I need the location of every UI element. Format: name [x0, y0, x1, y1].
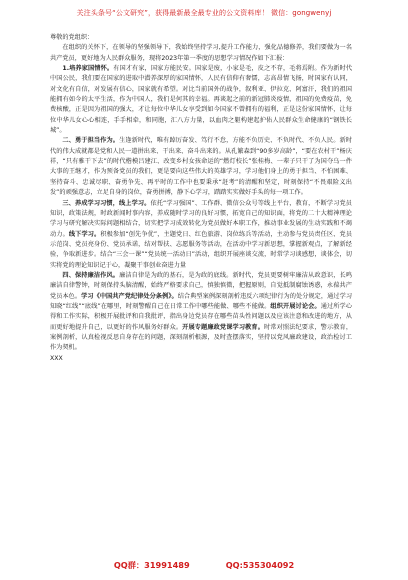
paragraph-section-4 — [50, 271, 352, 354]
paragraph-section-1 — [50, 64, 352, 136]
section-subheading: 学习《中国共产党纪律处分条例》。 — [81, 292, 178, 300]
header-notice-bar — [0, 0, 408, 26]
paragraph-section-2 — [50, 136, 352, 198]
paragraph-text: 在组织的关怀下，在领导的坚强领导下，我始终坚持学习,提升工作能力，强化品德修养，我们要做为一名共产党员，更好地为人民群众服务，现将2023年第一季度的思想学习情况作如下汇报： — [50, 44, 352, 62]
section-subheading: 线下学习。 — [68, 230, 101, 238]
paragraph-text: 时常对照法纪要求，警示教育，案例剖析，认真检视反思自身存在的问题，深刻剖析根源，及时查摆落实，坚持以党风廉政建设，政治检讨工作为契机。 — [50, 323, 352, 352]
paragraph-text: 结合典型案例深刻剖析违反六项纪律行为的处分规定，通过学习知晓“红线”“底线”在哪里，时刻警醒自己在日常工作中哪些能做、哪些不能做。 — [50, 292, 352, 310]
paragraph-text: 廉洁自律是为政的基石，是为政的底线。新时代，党员更要树牢廉洁从政意识，长鸣廉洁自律警钟，时刻保持头脑清醒，始终严格要求自己，慎独慎微，把握原则，自觉抵制腐蚀诱惑，永葆共产党员本色。 — [50, 271, 352, 300]
footer-qq-group: QQ群：31991489 — [113, 559, 190, 570]
header-notice: 关注头条号“公文研究”，获得最新最全最专业的公文资料库！ 微信：gongwenyj — [76, 9, 332, 17]
salutation: 尊敬的党组织： — [50, 34, 94, 41]
section-subheading: 开展专题廉政党课学习教育。 — [182, 323, 264, 331]
paragraph-text: 通过所学心得和工作实际，积极开展批评和自我批评，指出身边党员存在哪些苗头性问题以及应该注意和改进的地方，从而更好地提升自己，以更好的作风服务好群众。 — [50, 302, 352, 331]
paragraph-text: 积极参加“创先争优”，主题党日、红色旅游、岗位练兵等活动，主动参与党员责任区、党员示范岗、党员亮身份、党员承诺，结对帮扶、志愿服务等活动，在活动中学习新思想，掌握新观点，了解新经验，争取新进步。结合“三会一课”“党员统一活动日”活动，组织开展座谈交流，时常学习谈感想，谈体会，切实将党的理论知识记于心，凝聚干事创业奋进力量 — [50, 230, 352, 269]
document-body — [50, 33, 352, 553]
signature: XXX — [50, 354, 63, 362]
paragraph-intro — [50, 43, 352, 64]
section-heading: 四、保持廉洁作风。 — [62, 271, 120, 279]
section-heading: 1.培养家国情怀。 — [62, 65, 114, 73]
paragraph-text: 生逢新时代，唯有踔厉奋发、笃行不怠，方能不负历史、不负时代、不负人民。新时代的伟大成就都是党和人民一道拼出来、干出来、奋斗出来的。从孔繁森到“90多岁高龄”，“要在农村干”杨庆祥，“只有雅干下去”的时代楷模吕建江、改变乡村女孩命运的“燃灯校长”张桂梅、一辈子只干了为国夺乌一件大事的王继才，作为预备党员的我们，更是要向这些伟大的英雄学习，学习他们身上的勇于担当、不怕困难、坚持奋斗、忠诚尽职、奋勇争先、再平时的工作中也要秉承“赶考”的清醒和坚定，时刻保持“不畏艰险义出发”的顽强意志，立足自身的岗位，奋勇拼搏，静下心学习，踏踏实实做好手头的每一项工作。 — [50, 137, 352, 197]
section-subheading: 组织开展讨论会。 — [270, 302, 321, 310]
footer-qq: QQ:535304092 — [225, 560, 295, 570]
paragraph-section-3 — [50, 199, 352, 271]
paragraph-text: 依托“学习强国”、工作群、微信公众号等线上平台，教育，不断学习党员知识，政策法规，时政新闻时事内容，养成随时学习的良好习惯，拓宽自己的知识面，将党的二十大精神理论学习与研究解决实际问题相结合，切实把学习成效转化为党员做好本职工作，推动事业发展的生动实践和不竭动力。 — [50, 199, 352, 238]
paragraph-text: 有国才有家，国家方能民安。国家是废，小家是毛，皮之不存，毛将焉附。作为新时代中国公民，我们要在国家的进取中潜养深厚的家国情怀，人民有信仰有奢懦，志高昂情飞扬，时国家有认同，对文化有自信，对发展有信心，国家就有希望。对比当前国外的战争，叙利亚、伊拉克、阿富汗，我们的祖国能拥有如今的太平生活，作为中国人，我们是何其的幸福。再谈起之前的新冠肺炎疫情，祖国的免费疫苗，免费核酸，正是因为祖国的强大，才让每位中华儿女享受到如今国家不曾拥有的福利，正是这份家国情怀，让每位中华儿女心心相连，手手相牵，和同胞，汇八方力量，以血肉之躯构建起护佑人民群众生命健康的“钢铁长城”。 — [50, 65, 352, 135]
section-heading: 二、勇于担当作为。 — [62, 137, 120, 145]
section-heading: 三、养成学习习惯，线上学习。 — [62, 199, 151, 207]
footer-contact — [0, 557, 408, 573]
